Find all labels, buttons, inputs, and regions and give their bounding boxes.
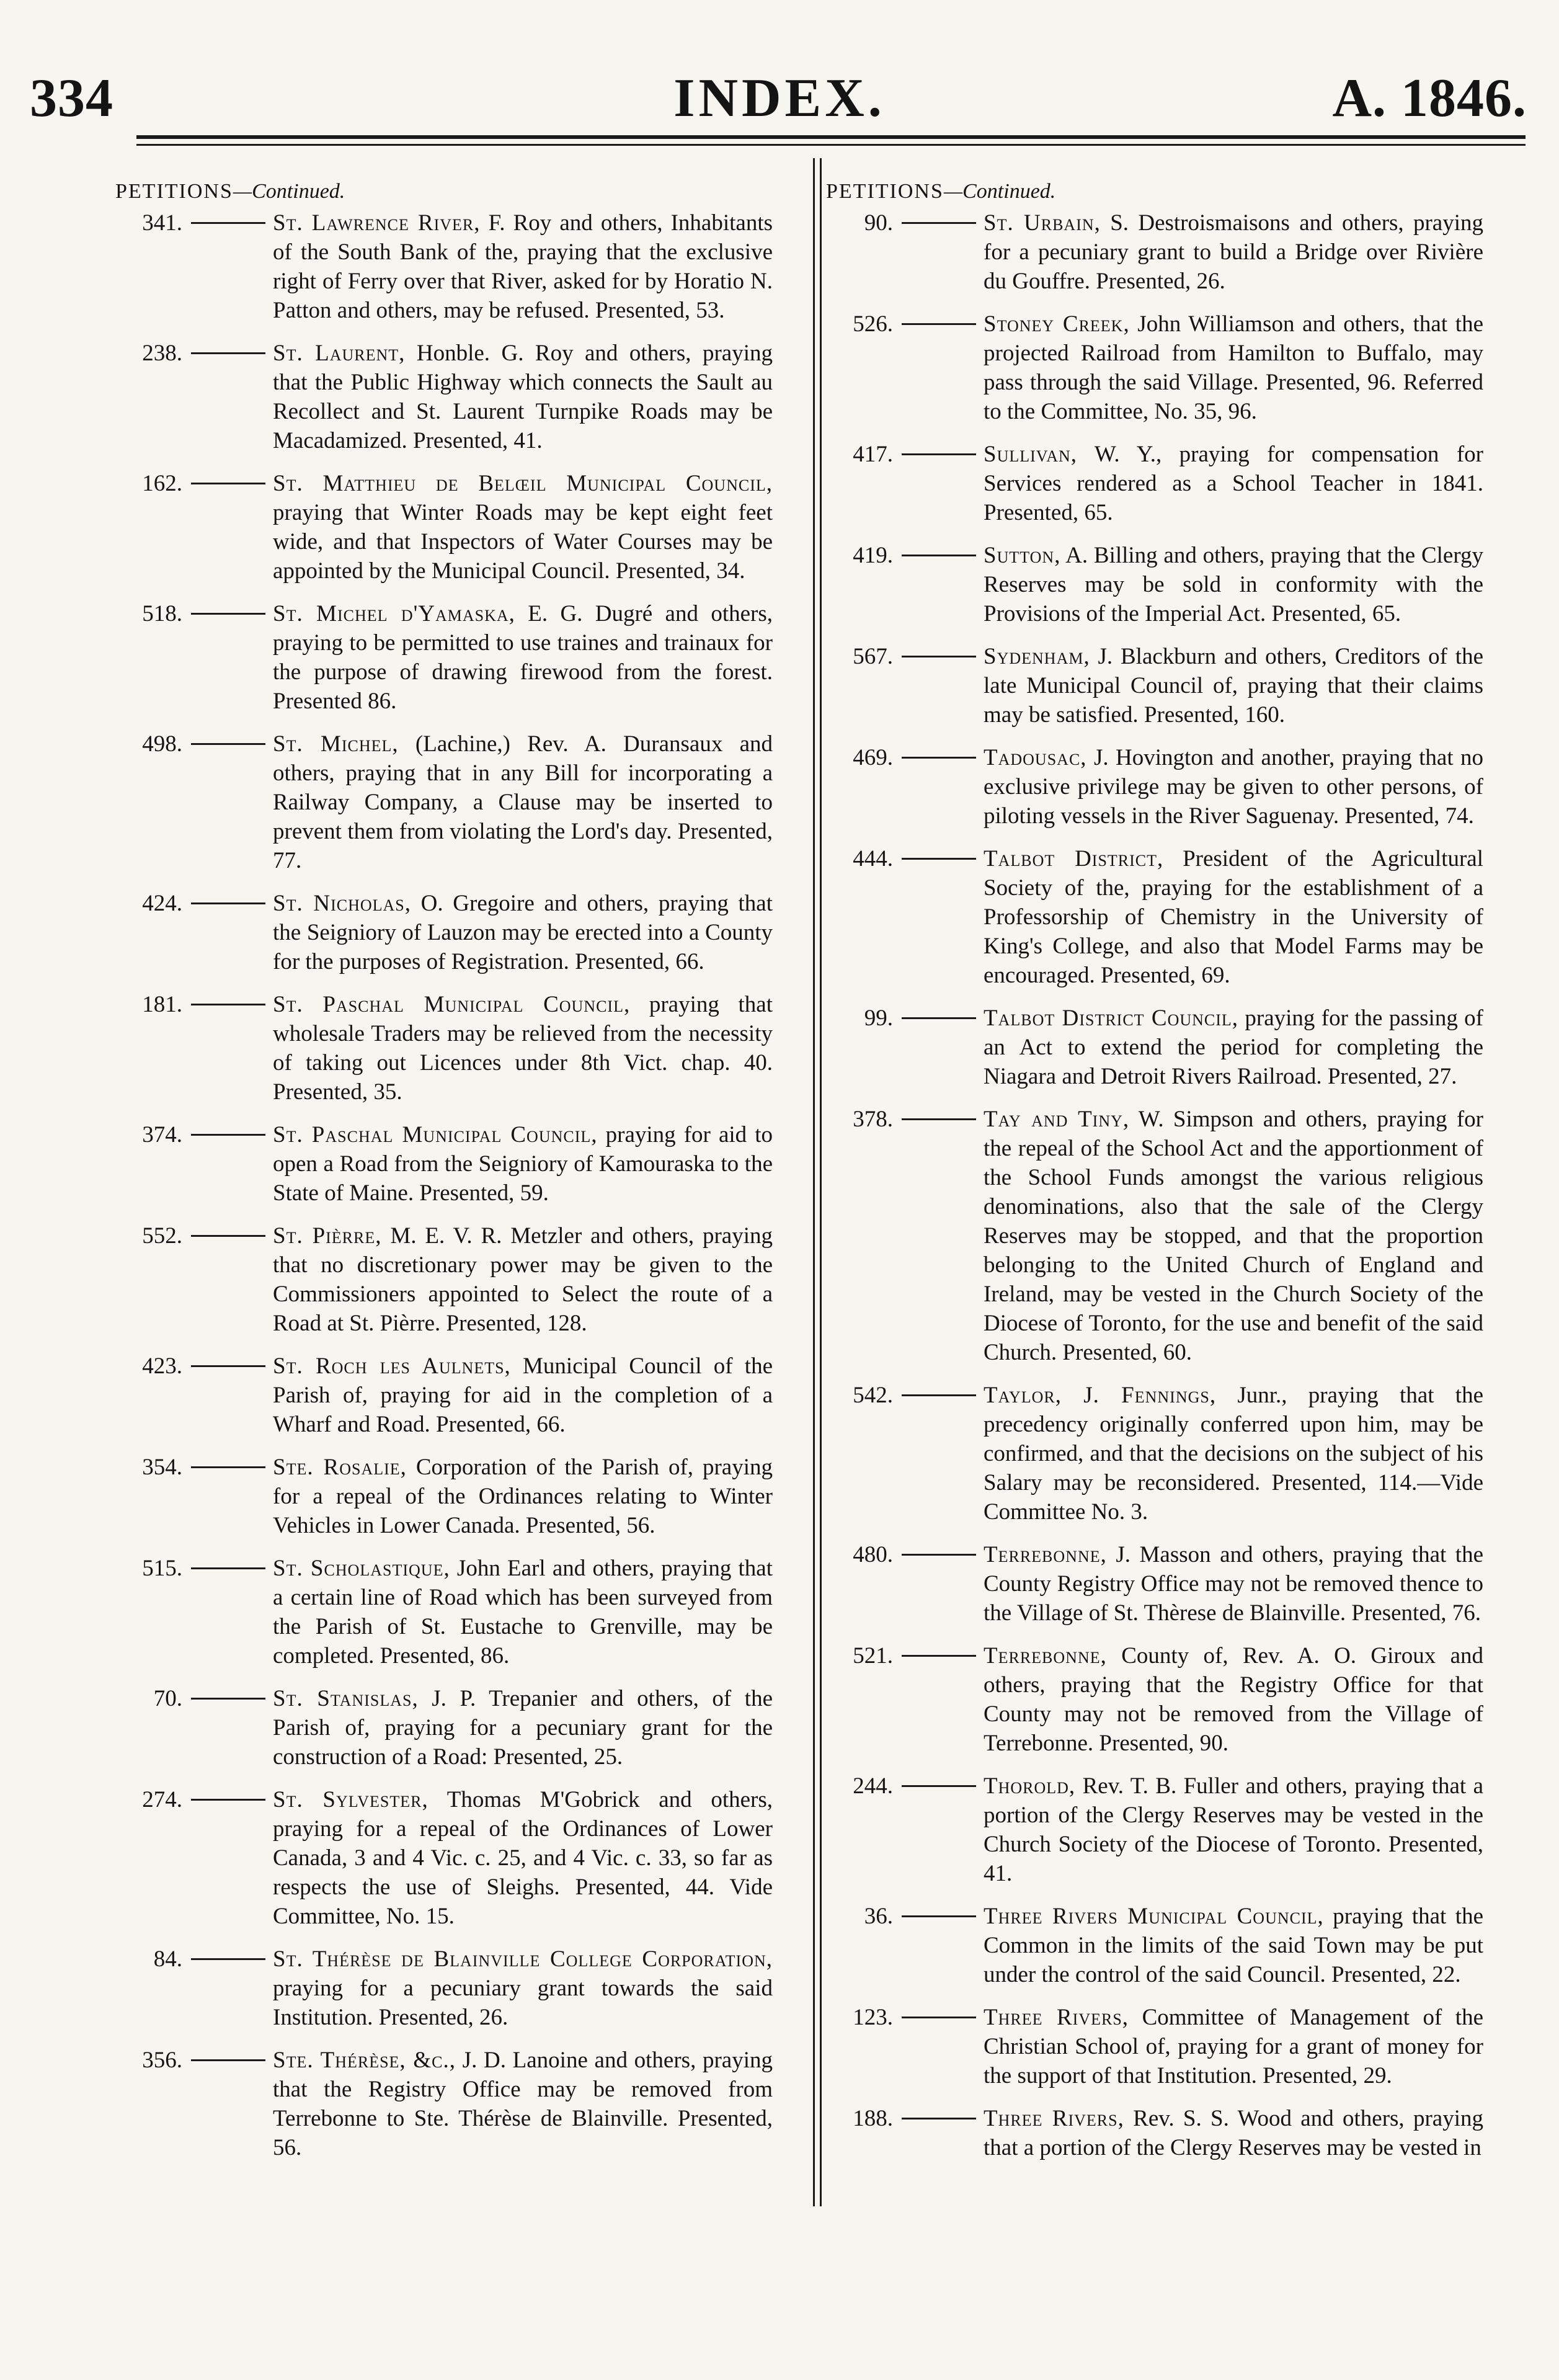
entry-leader-dash (902, 1017, 976, 1019)
entry-text (273, 1453, 773, 1540)
entry-number: 84. (153, 1946, 182, 1972)
entry-name: St. Lawrence River, (273, 210, 481, 236)
entry-description: County of, Rev. A. O. Giroux and others, praying that the Registry Office for that County may not be removed from the Village of Terrebonne. Presented, 90. (984, 1643, 1483, 1756)
entry-number: 374. (142, 1122, 182, 1148)
entry-text (273, 2046, 773, 2162)
entry-leader-dash (902, 323, 976, 325)
entry-leader-dash (902, 453, 976, 455)
entry-name: Sydenham, (984, 644, 1090, 669)
entry-description: E. G. Dugré and others, praying to be permitted to use traines and trainaux for the purpose of drawing firewood from the forest. Presented 86. (273, 601, 773, 714)
entry-description: praying that the Common in the limits of the said Town may be put under the control of the said Council. Presented, 22. (984, 1904, 1484, 1987)
index-entry (115, 339, 797, 455)
entry-description: Corporation of the Parish of, praying for a repeal of the Ordinances relating to Winter Vehicles in Lower Canada. Presented, 56. (273, 1455, 773, 1538)
entry-description: John Williamson and others, that the projected Railroad from Hamilton to Buffalo, may pass through the said Village. Presented, 96. Referred to the Committee, No. 35, 96. (984, 311, 1483, 424)
entry-number: 123. (853, 2005, 893, 2030)
index-entry (826, 1540, 1508, 1628)
section-heading (115, 180, 797, 203)
entry-name: Tadousac, (984, 745, 1087, 770)
entry-text (984, 743, 1483, 831)
entry-name: St. Paschal Municipal Council, (273, 992, 631, 1017)
entry-text (273, 339, 773, 455)
entry-number: 274. (142, 1787, 182, 1812)
index-entry (826, 2003, 1508, 2090)
entry-text (273, 1785, 773, 1931)
entry-number: 423. (142, 1353, 182, 1379)
entry-description: J. P. Trepanier and others, of the Parish of, praying for a pecuniary grant for the construction of a Road: Presented, 25. (273, 1686, 773, 1770)
index-entry (826, 310, 1508, 426)
entry-number: 417. (853, 442, 893, 467)
index-entry (115, 1352, 797, 1439)
entry-description: Rev. S. S. Wood and others, praying that a portion of the Clergy Reserves may be vested in (984, 2106, 1484, 2160)
entry-text (273, 599, 773, 716)
entry-text (984, 541, 1483, 628)
entry-leader-dash (191, 1235, 265, 1237)
entry-text (273, 1554, 773, 1670)
entry-number: 419. (853, 543, 893, 568)
entry-text (984, 2104, 1483, 2162)
entry-name: St. Scholastique, (273, 1556, 450, 1581)
entry-text (273, 889, 773, 976)
entry-number: 36. (864, 1904, 893, 1929)
entry-leader-dash (191, 1958, 265, 1960)
entry-leader-dash (191, 903, 265, 904)
entry-name: Terrebonne, (984, 1542, 1107, 1567)
entry-description: J. D. Lanoine and others, praying that the Registry Office may be removed from Terrebonne to Ste. Thérèse de Blainville. Presented, 56. (273, 2048, 773, 2160)
entry-leader-dash (191, 1567, 265, 1569)
entry-description: praying for the passing of an Act to extend the period for completing the Niagara and Detroit Rivers Railroad. Presented, 27. (984, 1005, 1483, 1089)
entry-description: President of the Agricultural Society of the, praying for the establishment of a Professorship of Chemistry in the University of King's College, and also that Model Farms may be encouraged. Presented, 69. (984, 846, 1484, 988)
entry-leader-dash (191, 1004, 265, 1005)
entry-number: 188. (853, 2106, 893, 2131)
page-title: INDEX. (673, 68, 886, 128)
entry-text (984, 1540, 1483, 1628)
section-suffix: —Continued. (233, 180, 345, 203)
index-entry (826, 1641, 1508, 1758)
entry-description: Honble. G. Roy and others, praying that the Public Highway which connects the Sault au Recollect and St. Laurent Turnpike Roads may be Macadamized. Presented, 41. (273, 341, 773, 453)
entry-leader-dash (902, 1394, 976, 1396)
entry-text (984, 440, 1483, 527)
entry-leader-dash (902, 555, 976, 556)
header-rule (136, 135, 1526, 139)
index-entry (115, 1684, 797, 1772)
entry-name: St. Laurent, (273, 341, 406, 366)
index-entry (826, 1381, 1508, 1526)
entry-text (273, 1221, 773, 1338)
page-number: 334 (30, 68, 113, 128)
entry-description: praying that wholesale Traders may be relieved from the necessity of taking out Licences under 8th Vict. chap. 40. Presented, 35. (273, 992, 773, 1105)
index-entry (826, 440, 1508, 527)
entry-name: Tay and Tiny, (984, 1107, 1130, 1132)
section-heading (826, 180, 1508, 203)
index-entry (115, 729, 797, 875)
entry-text (273, 1352, 773, 1439)
entry-leader-dash (902, 1915, 976, 1917)
entry-name: Talbot District, (984, 846, 1164, 871)
section-title: PETITIONS (115, 180, 233, 203)
entry-name: Thorold, (984, 1773, 1076, 1799)
entry-leader-dash (191, 1698, 265, 1700)
index-entry (826, 1105, 1508, 1367)
entry-leader-dash (191, 1365, 265, 1367)
entry-leader-dash (191, 483, 265, 484)
entry-name: St. Matthieu de Belœil Municipal Council, (273, 471, 773, 496)
index-entry (826, 844, 1508, 990)
entry-description: A. Billing and others, praying that the Clergy Reserves may be sold in conformity with the Provisions of the Imperial Act. Presented, 65. (984, 543, 1483, 626)
entry-description: Municipal Council of the Parish of, praying for aid in the completion of a Wharf and Road. Presented, 66. (273, 1353, 773, 1437)
entry-leader-dash (191, 613, 265, 615)
entry-text (984, 1902, 1483, 1989)
entry-number: 515. (142, 1556, 182, 1581)
entry-text (984, 1105, 1483, 1367)
entry-text (273, 990, 773, 1107)
entry-leader-dash (902, 1118, 976, 1120)
entry-leader-dash (902, 222, 976, 224)
entry-description: Junr., praying that the precedency originally conferred upon him, may be confirmed, and that the decisions on the subject of his Salary may be reconsidered. Presented, 114.—Vide Committee No. 3. (984, 1383, 1483, 1525)
entry-text (984, 208, 1483, 296)
index-entry (826, 2104, 1508, 2162)
index-entry (826, 541, 1508, 628)
entry-description: (Lachine,) Rev. A. Duransaux and others, praying that in any Bill for incorporating a Railway Company, a Clause may be inserted to prevent them from violating the Lord's day. Presented, 77. (273, 731, 773, 873)
entry-description: O. Gregoire and others, praying that the Seigniory of Lauzon may be erected into a County for the purposes of Registration. Presented, 66. (273, 891, 773, 974)
left-column (115, 180, 797, 2176)
index-entry (115, 1945, 797, 2032)
entry-number: 162. (142, 471, 182, 496)
entry-name: St. Pièrre, (273, 1223, 382, 1249)
entry-leader-dash (191, 1134, 265, 1136)
entry-name: Stoney Creek, (984, 311, 1130, 337)
index-entry (826, 1772, 1508, 1888)
entry-description: W. Simpson and others, praying for the repeal of the School Act and the apportionment of the School Funds amongst the various religious denominations, also that the sale of the Clergy Reserves may be stopped, and that the proportion belonging to the United Church of England and Ireland, may be vested in the Church Society of the Diocese of Toronto, for the use and benefit of the said Church. Presented, 60. (984, 1107, 1483, 1365)
entry-description: M. E. V. R. Metzler and others, praying that no discretionary power may be given to the Commissioners appointed to Select the route of a Road at St. Pièrre. Presented, 128. (273, 1223, 773, 1336)
index-entry (115, 469, 797, 586)
entry-number: 238. (142, 341, 182, 366)
entry-name: St. Stanislas, (273, 1686, 419, 1711)
entry-name: Talbot District Council, (984, 1005, 1239, 1031)
entry-number: 356. (142, 2048, 182, 2073)
entry-description: W. Y., praying for compensation for Services rendered as a School Teacher in 1841. Presented, 65. (984, 442, 1483, 525)
entry-name: Three Rivers Municipal Council, (984, 1904, 1324, 1929)
entry-leader-dash (902, 1655, 976, 1657)
entry-text (984, 1772, 1483, 1888)
index-entry (115, 990, 797, 1107)
entry-description: praying that Winter Roads may be kept eight feet wide, and that Inspectors of Water Courses may be appointed by the Municipal Council. Presented, 34. (273, 500, 773, 584)
section-title: PETITIONS (826, 180, 944, 203)
entry-name: St. Nicholas, (273, 891, 412, 916)
entry-name: Terrebonne, (984, 1643, 1107, 1669)
entry-text (273, 208, 773, 325)
entry-number: 521. (853, 1643, 893, 1669)
index-entry (115, 1453, 797, 1540)
entry-name: St. Sylvester, (273, 1787, 429, 1812)
entry-name: Ste. Rosalie, (273, 1455, 407, 1480)
entry-number: 354. (142, 1455, 182, 1480)
entry-number: 542. (853, 1383, 893, 1408)
entry-leader-dash (902, 858, 976, 860)
section-suffix: —Continued. (943, 180, 1056, 203)
entry-number: 378. (853, 1107, 893, 1132)
entry-text (984, 1004, 1483, 1091)
entry-leader-dash (191, 2059, 265, 2061)
entry-text (273, 1945, 773, 2032)
entry-number: 424. (142, 891, 182, 916)
entry-number: 90. (864, 210, 893, 236)
entry-description: S. Destroismaisons and others, praying for a pecuniary grant to build a Bridge over Rivière du Gouffre. Presented, 26. (984, 210, 1483, 294)
entry-name: Sullivan, (984, 442, 1078, 467)
entry-list (115, 208, 797, 2162)
entry-description: J. Blackburn and others, Creditors of the late Municipal Council of, praying that their claims may be satisfied. Presented, 160. (984, 644, 1483, 728)
entry-name: St. Paschal Municipal Council, (273, 1122, 598, 1148)
entry-number: 244. (853, 1773, 893, 1799)
entry-number: 552. (142, 1223, 182, 1249)
entry-leader-dash (902, 1554, 976, 1556)
entry-number: 70. (153, 1686, 182, 1711)
entry-text (984, 1381, 1483, 1526)
index-entry (826, 1004, 1508, 1091)
entry-leader-dash (191, 1466, 265, 1468)
entry-leader-dash (191, 1799, 265, 1801)
index-entry (826, 743, 1508, 831)
index-entry (115, 1554, 797, 1670)
entry-description: John Earl and others, praying that a certain line of Road which has been surveyed from the Parish of St. Eustache to Grenville, may be completed. Presented, 86. (273, 1556, 773, 1669)
entry-leader-dash (902, 1785, 976, 1787)
entry-name: St. Michel d'Yamaska, (273, 601, 515, 626)
entry-description: J. Masson and others, praying that the County Registry Office may not be removed thence to the Village of St. Thèrese de Blainville. Presented, 76. (984, 1542, 1483, 1626)
entry-text (984, 642, 1483, 729)
index-entry (115, 1120, 797, 1208)
entry-leader-dash (902, 2017, 976, 2018)
entry-name: Sutton, (984, 543, 1061, 568)
index-entry (826, 1902, 1508, 1989)
index-entry (826, 642, 1508, 729)
index-entry (115, 2046, 797, 2162)
entry-description: praying for a pecuniary grant towards the said Institution. Presented, 26. (273, 1976, 773, 2030)
entry-number: 480. (853, 1542, 893, 1567)
right-column (826, 180, 1508, 2176)
entry-name: St. Urbain, (984, 210, 1101, 236)
index-entry (115, 1785, 797, 1931)
entry-list (826, 208, 1508, 2162)
entry-text (273, 469, 773, 586)
entry-number: 469. (853, 745, 893, 770)
index-entry (115, 599, 797, 716)
index-entry (826, 208, 1508, 296)
entry-text (273, 729, 773, 875)
entry-name: Ste. Thérèse, &c., (273, 2048, 456, 2073)
column-divider (813, 158, 815, 2206)
entry-number: 518. (142, 601, 182, 626)
entry-text (273, 1684, 773, 1772)
column-divider-inner (820, 158, 822, 2206)
entry-leader-dash (191, 743, 265, 745)
entry-text (984, 2003, 1483, 2090)
entry-number: 567. (853, 644, 893, 669)
entry-number: 444. (853, 846, 893, 871)
page-year: A. 1846. (1332, 68, 1527, 128)
entry-number: 341. (142, 210, 182, 236)
entry-leader-dash (902, 757, 976, 759)
entry-name: Three Rivers, (984, 2106, 1124, 2131)
entry-description: Rev. T. B. Fuller and others, praying that a portion of the Clergy Reserves may be vested in the Church Society of the Diocese of Toronto. Presented, 41. (984, 1773, 1484, 1886)
entry-number: 498. (142, 731, 182, 757)
entry-text (984, 1641, 1483, 1758)
entry-leader-dash (191, 352, 265, 354)
entry-number: 181. (142, 992, 182, 1017)
index-entry (115, 1221, 797, 1338)
entry-text (984, 844, 1483, 990)
entry-number: 99. (864, 1005, 893, 1031)
index-entry (115, 208, 797, 325)
index-entry (115, 889, 797, 976)
entry-text (984, 310, 1483, 426)
entry-name: St. Roch les Aulnets, (273, 1353, 511, 1379)
entry-description: Committee of Management of the Christian School of, praying for a grant of money for the support of that Institution. Presented, 29. (984, 2005, 1484, 2088)
entry-text (273, 1120, 773, 1208)
entry-leader-dash (191, 222, 265, 224)
entry-leader-dash (902, 2118, 976, 2119)
entry-description: F. Roy and others, Inhabitants of the South Bank of the, praying that the exclusive right of Ferry over that River, asked for by Horatio N. Patton and others, may be refused. Presented, 53. (273, 210, 773, 323)
entry-leader-dash (902, 656, 976, 657)
header-rule-thin (136, 144, 1526, 146)
entry-name: Taylor, J. Fennings, (984, 1383, 1217, 1408)
entry-description: Thomas M'Gobrick and others, praying for a repeal of the Ordinances of Lower Canada, 3 and 4 Vic. c. 25, and 4 Vic. c. 33, so far as respects the use of Sleighs. Presented, 44. Vide Committee, No. 15. (273, 1787, 773, 1929)
entry-name: St. Michel, (273, 731, 399, 757)
entry-number: 526. (853, 311, 893, 337)
entry-name: Three Rivers, (984, 2005, 1129, 2030)
entry-name: St. Thérèse de Blainville College Corporation, (273, 1946, 773, 1972)
entry-description: praying for aid to open a Road from the Seigniory of Kamouraska to the State of Maine. Presented, 59. (273, 1122, 773, 1206)
entry-description: J. Hovington and another, praying that no exclusive privilege may be given to other persons, of piloting vessels in the River Saguenay. Presented, 74. (984, 745, 1484, 829)
